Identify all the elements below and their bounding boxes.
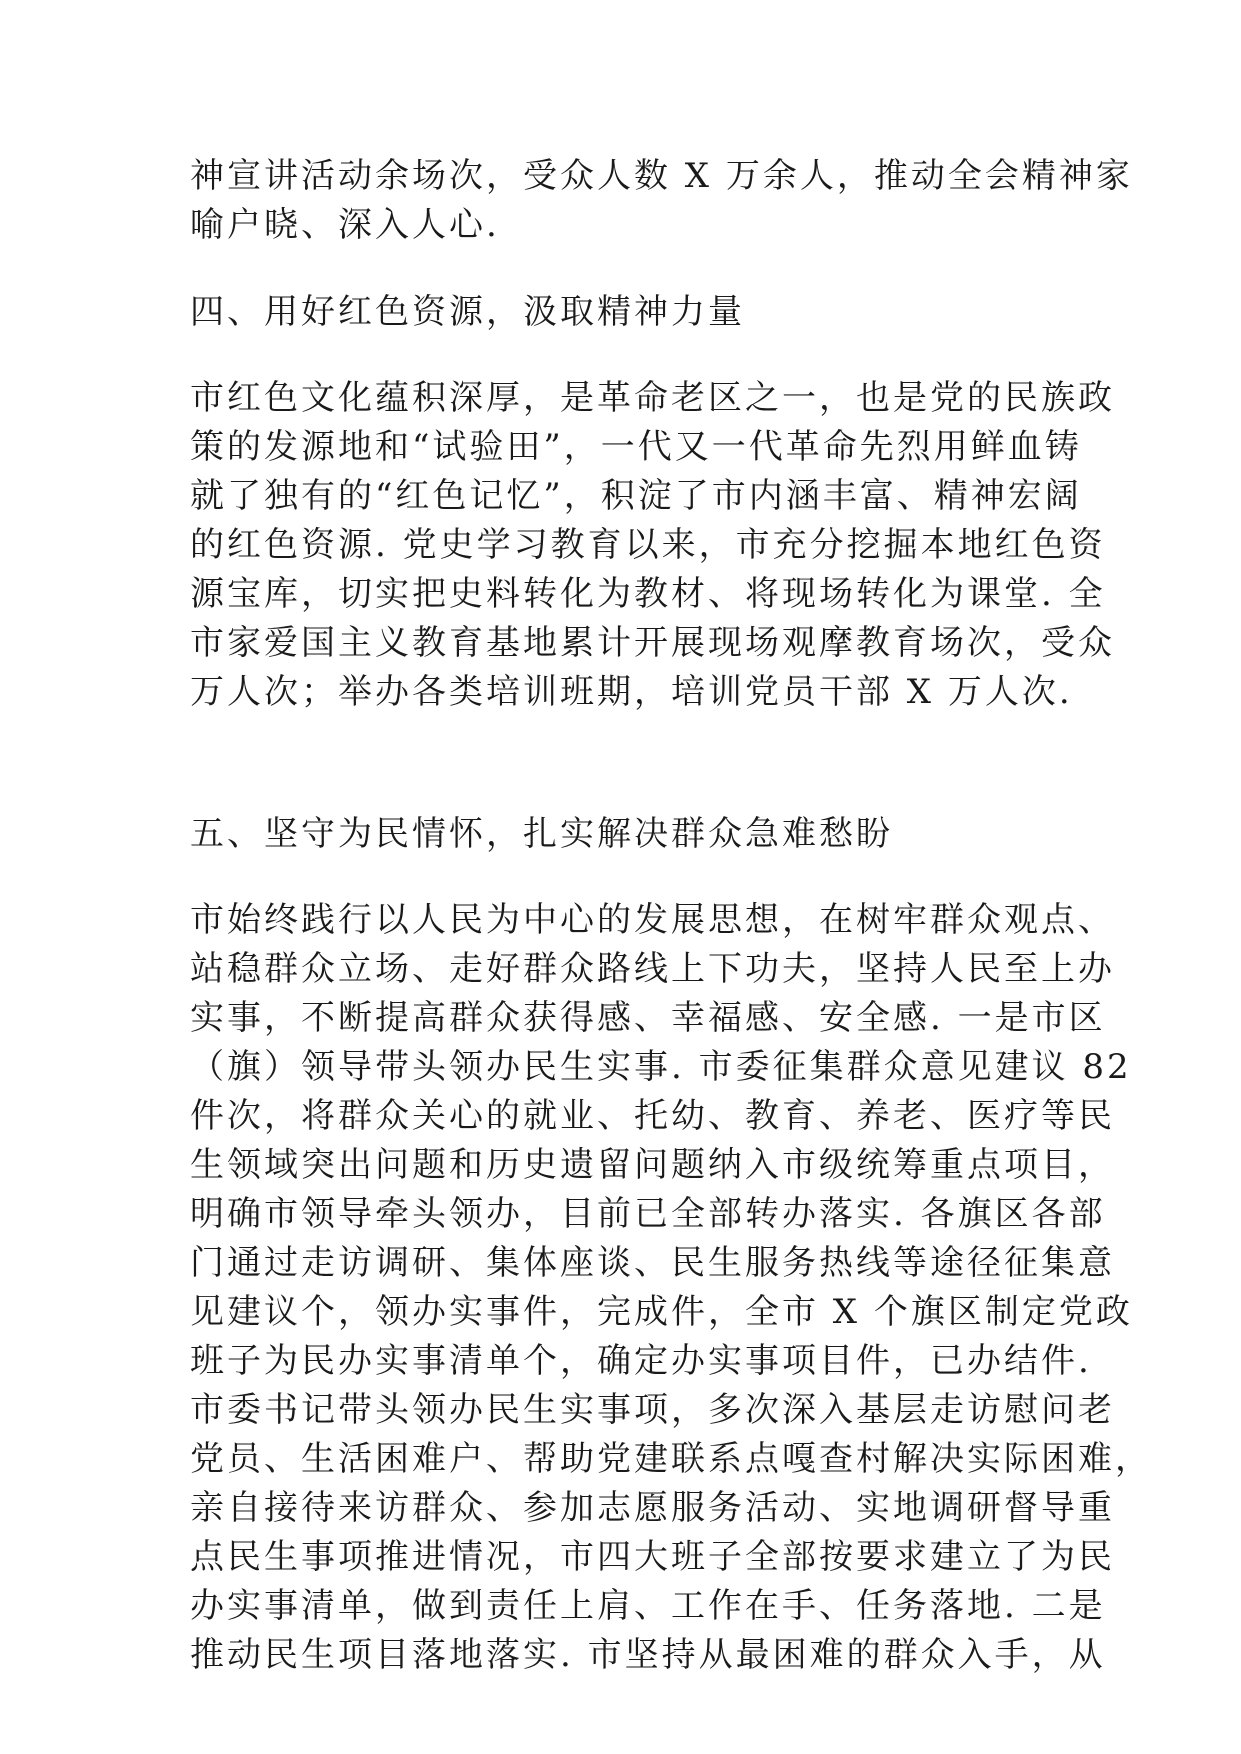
- paragraph-line: 站稳群众立场、走好群众路线上下功夫，坚持人民至上办: [190, 949, 1115, 989]
- section-heading-5: 五、坚守为民情怀，扎实解决群众急难愁盼: [190, 814, 893, 854]
- paragraph-line: 亲自接待来访群众、参加志愿服务活动、实地调研督导重: [190, 1488, 1115, 1528]
- section-5-paragraph: [190, 896, 1152, 1680]
- paragraph-line: 的红色资源. 党史学习教育以来，市充分挖掘本地红色资: [190, 525, 1106, 565]
- paragraph-line: 党员、生活困难户、帮助党建联系点嘎查村解决实际困难，: [190, 1439, 1152, 1479]
- paragraph-line: 万人次；举办各类培训班期，培训党员干部 X 万人次.: [190, 672, 1073, 712]
- paragraph-line: 源宝库，切实把史料转化为教材、将现场转化为课堂. 全: [190, 574, 1106, 614]
- intro-paragraph: [190, 152, 1133, 250]
- paragraph-line: 明确市领导牵头领办，目前已全部转办落实. 各旗区各部: [190, 1194, 1106, 1234]
- paragraph-line: 生领域突出问题和历史遗留问题纳入市级统筹重点项目，: [190, 1145, 1115, 1185]
- paragraph-line: （旗）领导带头领办民生实事. 市委征集群众意见建议 82: [190, 1047, 1132, 1087]
- paragraph-line: 推动民生项目落地落实. 市坚持从最困难的群众入手，从: [190, 1635, 1106, 1675]
- paragraph-line: 市红色文化蕴积深厚，是革命老区之一，也是党的民族政: [190, 378, 1115, 418]
- paragraph-line: 点民生事项推进情况，市四大班子全部按要求建立了为民: [190, 1537, 1115, 1577]
- paragraph-line: 门通过走访调研、集体座谈、民生服务热线等途径征集意: [190, 1243, 1115, 1283]
- paragraph-line: 市家爱国主义教育基地累计开展现场观摩教育场次，受众: [190, 623, 1115, 663]
- paragraph-line: 就了独有的“红色记忆”，积淀了市内涵丰富、精神宏阔: [190, 476, 1082, 516]
- paragraph-line: 神宣讲活动余场次，受众人数 X 万余人，推动全会精神家: [190, 156, 1133, 196]
- section-heading-4: 四、用好红色资源，汲取精神力量: [190, 292, 745, 332]
- paragraph-line: 市始终践行以人民为中心的发展思想，在树牢群众观点、: [190, 900, 1115, 940]
- paragraph-line: 办实事清单，做到责任上肩、工作在手、任务落地. 二是: [190, 1586, 1106, 1626]
- paragraph-line: 喻户晓、深入人心.: [190, 205, 500, 245]
- paragraph-line: 班子为民办实事清单个，确定办实事项目件，已办结件.: [190, 1341, 1092, 1381]
- paragraph-line: 见建议个，领办实事件，完成件，全市 X 个旗区制定党政: [190, 1292, 1133, 1332]
- paragraph-line: 实事，不断提高群众获得感、幸福感、安全感. 一是市区: [190, 998, 1106, 1038]
- paragraph-line: 件次，将群众关心的就业、托幼、教育、养老、医疗等民: [190, 1096, 1115, 1136]
- paragraph-line: 市委书记带头领办民生实事项，多次深入基层走访慰问老: [190, 1390, 1115, 1430]
- section-4-paragraph: [190, 374, 1115, 717]
- paragraph-line: 策的发源地和“试验田”，一代又一代革命先烈用鲜血铸: [190, 427, 1082, 467]
